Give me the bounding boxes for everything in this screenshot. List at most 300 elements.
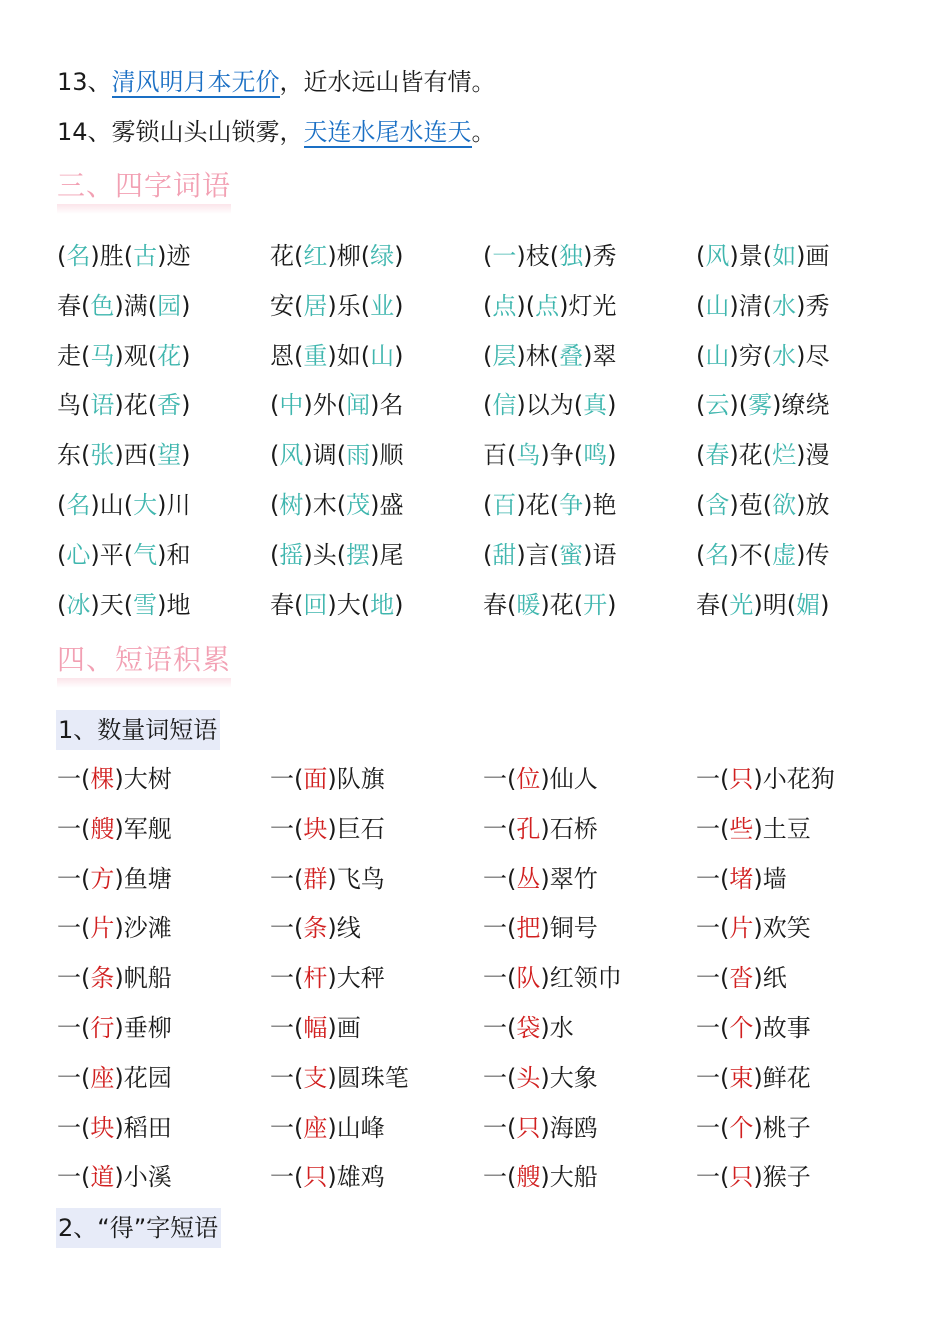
phrase-text: 走( [57,341,91,370]
phrase-text: )灯光 [559,291,617,320]
phrase-text: )墙 [753,864,787,893]
phrase-cell [696,439,829,471]
phrase-text: 春( [57,291,91,320]
phrase-text: )顺 [370,441,404,470]
answer-text: 树 [279,490,304,519]
answer-text: 独 [559,242,584,270]
phrase-text: )满( [114,291,158,320]
phrase-text: ) [607,590,617,619]
phrase-cell [696,240,829,272]
answer-text: 袋 [516,1013,541,1042]
phrase-text: ( [270,540,280,569]
answer-text: 红 [303,242,328,270]
phrase-text: 一( [57,814,91,843]
phrase-text: ( [696,490,706,519]
phrase-text: )和 [157,540,191,569]
phrase-text: 一( [270,914,304,943]
phrase-text: 一( [696,765,730,793]
phrase-text: ) [181,291,191,320]
phrase-text: 一( [696,1013,730,1042]
phrase-text: ( [696,540,706,569]
phrase-text: )花园 [114,1063,172,1092]
answer-text: 回 [303,590,328,619]
phrase-text: 一( [57,964,91,993]
proverb-number: 13、 [57,68,112,96]
phrase-cell [270,589,403,621]
phrase-text: )( [729,391,749,420]
answer-text: 望 [157,441,182,470]
phrase-text: )乐( [327,291,371,320]
phrase-text: ( [696,391,706,420]
phrase-text: ) [181,341,191,370]
phrase-text: 一( [696,814,730,843]
answer-text: 居 [303,291,328,320]
answer-text: 百 [492,490,517,519]
phrase-cell [696,1112,811,1144]
phrase-cell [270,340,403,372]
phrase-text: 一( [483,814,517,843]
answer-text: 蜜 [559,540,584,569]
answer-text: 个 [729,1013,754,1042]
answer-text: 只 [516,1113,541,1142]
phrase-cell [483,962,622,994]
phrase-text: )大船 [540,1163,598,1192]
answer-text: 艘 [516,1163,541,1192]
phrase-cell [483,1062,598,1094]
phrase-text: )秀 [583,242,617,270]
phrase-text: )名 [370,391,404,420]
phrase-text: ( [483,391,493,420]
answer-text: 水 [772,291,797,320]
phrase-text: )帆船 [114,964,172,993]
phrase-text: ( [270,490,280,519]
phrase-text: ( [696,291,706,320]
phrase-text: ( [483,490,493,519]
phrase-text: )天( [90,590,134,619]
answer-text: 花 [157,341,182,370]
phrase-text: 一( [270,964,304,993]
phrase-text: )漫 [796,441,830,470]
phrase-text: )外( [303,391,347,420]
phrase-text: )头( [303,540,347,569]
phrase-text: )鱼塘 [114,864,172,893]
phrase-text: 一( [696,1063,730,1092]
phrase-cell [57,439,190,471]
phrase-text: )明( [753,590,797,619]
phrase-text: 一( [57,1163,91,1192]
idiom-row [57,290,917,340]
phrase-cell [483,489,616,521]
answer-text: 只 [303,1163,328,1192]
phrase-text: )柳( [327,242,371,270]
phrase-cell [696,813,811,845]
phrase-text: )沙滩 [114,914,172,943]
phrase-cell [696,1012,811,1044]
proverb-number: 14、 [57,118,112,146]
phrase-text: )欢笑 [753,914,811,943]
answer-text: 茂 [346,490,371,519]
phrase-text: )花( [729,441,773,470]
answer-text: 气 [133,540,158,569]
phrase-text: 恩( [270,341,304,370]
idiom-row [57,489,917,539]
answer-text: 队 [516,964,541,993]
proverb-13 [57,66,496,98]
answer-text: 座 [90,1063,115,1092]
phrase-cell [270,962,385,994]
answer-text: 张 [90,441,115,470]
phrase-text: )大树 [114,765,172,793]
phrase-text: )画 [327,1013,361,1042]
answer-text: 冰 [66,590,91,619]
phrase-cell [483,589,616,621]
phrase-cell [57,589,190,621]
phrase-cell [696,863,787,895]
phrase-text: 一( [483,1163,517,1192]
phrase-text: )胜( [90,242,134,270]
phrase-text: )言( [516,540,560,569]
phrase-text: )清( [729,291,773,320]
answer-text: 香 [157,391,182,420]
phrase-text: )鲜花 [753,1063,811,1092]
phrase-text: 一( [57,1113,91,1142]
phrase-text: ) [607,391,617,420]
phrase-text: )大秤 [327,964,385,993]
answer-text: 沓 [729,964,754,993]
measure-word-row [57,1062,917,1112]
phrase-cell [483,1012,574,1044]
phrase-text: )翠竹 [540,864,598,893]
phrase-cell [270,290,403,322]
phrase-text: )木( [303,490,347,519]
phrase-text: 一( [270,814,304,843]
phrase-text: ( [57,490,67,519]
phrase-cell [483,240,616,272]
phrase-text: 一( [270,1113,304,1142]
phrase-cell [57,539,190,571]
phrase-text: 一( [57,1013,91,1042]
phrase-text: )林( [516,341,560,370]
phrase-text: 一( [270,1063,304,1092]
phrase-text: 一( [696,864,730,893]
answer-text: 古 [133,242,158,270]
measure-word-row [57,763,917,813]
phrase-text: 一( [57,914,91,943]
answer-text: 条 [303,914,328,943]
phrase-text: )桃子 [753,1113,811,1142]
answer-text: 甜 [492,540,517,569]
phrase-text: )故事 [753,1013,811,1042]
phrase-text: ) [181,391,191,420]
phrase-text: )翠 [583,341,617,370]
answer-text: 块 [303,814,328,843]
phrase-text: )垂柳 [114,1013,172,1042]
phrase-cell [696,389,829,421]
phrase-cell [270,439,403,471]
answer-text: 丛 [516,864,541,893]
phrase-cell [57,1161,172,1193]
phrase-cell [696,962,787,994]
phrase-text: )( [516,291,536,320]
answer-text: 块 [90,1113,115,1142]
answer-text: 信 [492,391,517,420]
answer-text: 园 [157,291,182,320]
phrase-cell [270,763,385,795]
phrase-cell [57,290,190,322]
phrase-text: )平( [90,540,134,569]
phrase-text: 安( [270,291,304,320]
phrase-cell [696,539,829,571]
phrase-text: )艳 [583,490,617,519]
phrase-cell [57,962,172,994]
answer-text: 摆 [346,540,371,569]
phrase-cell [483,1112,598,1144]
measure-word-row [57,863,917,913]
phrase-text: )放 [796,490,830,519]
idiom-row [57,439,917,489]
phrase-cell [483,389,616,421]
phrase-text: ( [270,391,280,420]
phrase-text: )仙人 [540,765,598,793]
answer-text: 座 [303,1113,328,1142]
phrase-cell [483,539,616,571]
answer-text: 闻 [346,391,371,420]
phrase-cell [696,290,829,322]
phrase-cell [270,1112,385,1144]
phrase-text: 一( [270,1013,304,1042]
phrase-text: 春( [696,590,730,619]
answer-text: 光 [729,590,754,619]
phrase-text: 东( [57,441,91,470]
phrase-text: ) [394,341,404,370]
phrase-cell [57,340,190,372]
phrase-text: )以为( [516,391,584,420]
phrase-text: )稻田 [114,1113,172,1142]
phrase-text: )大象 [540,1063,598,1092]
phrase-text: )大( [327,590,371,619]
idiom-row [57,389,917,439]
answer-text: 堵 [729,864,754,893]
proverb-14 [57,116,496,148]
idiom-row [57,539,917,589]
phrase-text: 一( [483,964,517,993]
phrase-text: )花( [516,490,560,519]
phrase-text: 一( [270,864,304,893]
phrase-text: )穷( [729,341,773,370]
phrase-text: 一( [696,914,730,943]
phrase-cell [57,763,172,795]
answer-text: 孔 [516,814,541,843]
answer-text: 媚 [796,590,821,619]
phrase-cell [483,1161,598,1193]
phrase-text: )花( [540,590,584,619]
subheading-measure-words: 1、数量词短语 [56,710,220,750]
answer-text: 名 [705,540,730,569]
measure-word-row [57,813,917,863]
phrase-cell [270,912,361,944]
phrase-text: )迹 [157,242,191,270]
proverb-answer: 天连水尾水连天 [303,118,472,146]
phrase-text: )争( [540,441,584,470]
phrase-text: 一( [270,1163,304,1192]
phrase-text: 一( [696,1113,730,1142]
phrase-text: )花( [114,391,158,420]
proverb-text: ，近水远山皆有情。 [279,68,496,96]
phrase-text: )巨石 [327,814,385,843]
phrase-cell [696,1161,811,1193]
phrase-text: ( [57,242,67,270]
phrase-cell [483,813,598,845]
phrase-text: 一( [483,1013,517,1042]
answer-text: 点 [492,291,517,320]
phrase-text: )如( [327,341,371,370]
phrase-text: )西( [114,441,158,470]
phrase-text: )线 [327,914,361,943]
phrase-text: )语 [583,540,617,569]
answer-text: 群 [303,864,328,893]
phrase-cell [270,389,403,421]
phrase-text: )调( [303,441,347,470]
phrase-cell [57,813,172,845]
phrase-text: )川 [157,490,191,519]
phrase-text: 一( [57,765,91,793]
answer-text: 真 [583,391,608,420]
phrase-cell [57,1062,172,1094]
phrase-text: )红领巾 [540,964,622,993]
phrase-cell [696,589,829,621]
answer-text: 幅 [303,1013,328,1042]
answer-text: 杆 [303,964,328,993]
phrase-text: 一( [483,765,517,793]
phrase-text: )雄鸡 [327,1163,385,1192]
answer-text: 水 [772,341,797,370]
answer-text: 欲 [772,490,797,519]
phrase-cell [270,813,385,845]
answer-text: 中 [279,391,304,420]
phrase-text: ( [696,242,706,270]
answer-text: 支 [303,1063,328,1092]
answer-text: 色 [90,291,115,320]
phrase-text: ) [181,441,191,470]
answer-text: 片 [729,914,754,943]
phrase-text: 春( [483,590,517,619]
answer-text: 叠 [559,341,584,370]
answer-text: 行 [90,1013,115,1042]
phrase-text: )秀 [796,291,830,320]
phrase-text: )传 [796,540,830,569]
measure-word-row [57,1161,917,1211]
phrase-text: ( [270,441,280,470]
phrase-text: ( [483,540,493,569]
answer-text: 些 [729,814,754,843]
phrase-text: )飞鸟 [327,864,385,893]
phrase-text: ( [483,291,493,320]
answer-text: 心 [66,540,91,569]
phrase-cell [696,912,811,944]
answer-text: 重 [303,341,328,370]
phrase-text: 一( [57,1063,91,1092]
proverb-answer: 清风明月本无价 [111,68,280,96]
answer-text: 地 [370,590,395,619]
phrase-text: 一( [483,914,517,943]
phrase-text: )队旗 [327,765,385,793]
idiom-row [57,589,917,639]
phrase-cell [483,763,598,795]
answer-text: 棵 [90,765,115,793]
idiom-row [57,340,917,390]
phrase-text: ) [394,590,404,619]
phrase-text: )军舰 [114,814,172,843]
phrase-text: )地 [157,590,191,619]
answer-text: 面 [303,765,328,793]
answer-text: 语 [90,391,115,420]
idiom-row [57,240,917,290]
answer-text: 如 [772,242,797,270]
answer-text: 名 [66,242,91,270]
phrase-text: ) [394,242,404,270]
answer-text: 风 [279,441,304,470]
answer-text: 鸣 [583,441,608,470]
phrase-text: 一( [696,964,730,993]
measure-word-row [57,962,917,1012]
phrase-cell [270,1012,361,1044]
phrase-text: )山峰 [327,1113,385,1142]
answer-text: 争 [559,490,584,519]
proverb-text: 雾锁山头山锁雾， [111,118,304,146]
answer-text: 烂 [772,441,797,470]
answer-text: 位 [516,765,541,793]
phrase-cell [270,539,403,571]
answer-text: 名 [66,490,91,519]
phrase-text: ) [820,590,830,619]
answer-text: 点 [535,291,560,320]
phrase-text: 一( [270,765,304,793]
answer-text: 道 [90,1163,115,1192]
phrase-text: 一( [696,1163,730,1192]
phrase-cell [270,240,403,272]
phrase-text: )小花狗 [753,765,835,793]
phrase-cell [483,340,616,372]
section-three-heading: 三、四字词语 [57,169,232,202]
phrase-cell [57,863,172,895]
phrase-text: )景( [729,242,773,270]
phrase-text: )画 [796,242,830,270]
answer-text: 绿 [370,242,395,270]
phrase-text: ) [607,441,617,470]
phrase-text: 一( [483,1063,517,1092]
phrase-text: )圆珠笔 [327,1063,409,1092]
phrase-cell [57,489,190,521]
phrase-cell [483,912,598,944]
answer-text: 大 [133,490,158,519]
answer-text: 层 [492,341,517,370]
answer-text: 束 [729,1063,754,1092]
answer-text: 雾 [748,391,773,420]
phrase-text: ( [696,341,706,370]
phrase-text: 一( [483,864,517,893]
answer-text: 风 [705,242,730,270]
answer-text: 暖 [516,590,541,619]
answer-text: 雪 [133,590,158,619]
phrase-text: )观( [114,341,158,370]
phrase-cell [483,439,616,471]
phrase-cell [57,389,190,421]
phrase-text: ( [483,242,493,270]
subheading-de-phrases: 2、“得”字短语 [56,1208,221,1248]
phrase-cell [270,863,385,895]
answer-text: 春 [705,441,730,470]
answer-text: 虚 [772,540,797,569]
